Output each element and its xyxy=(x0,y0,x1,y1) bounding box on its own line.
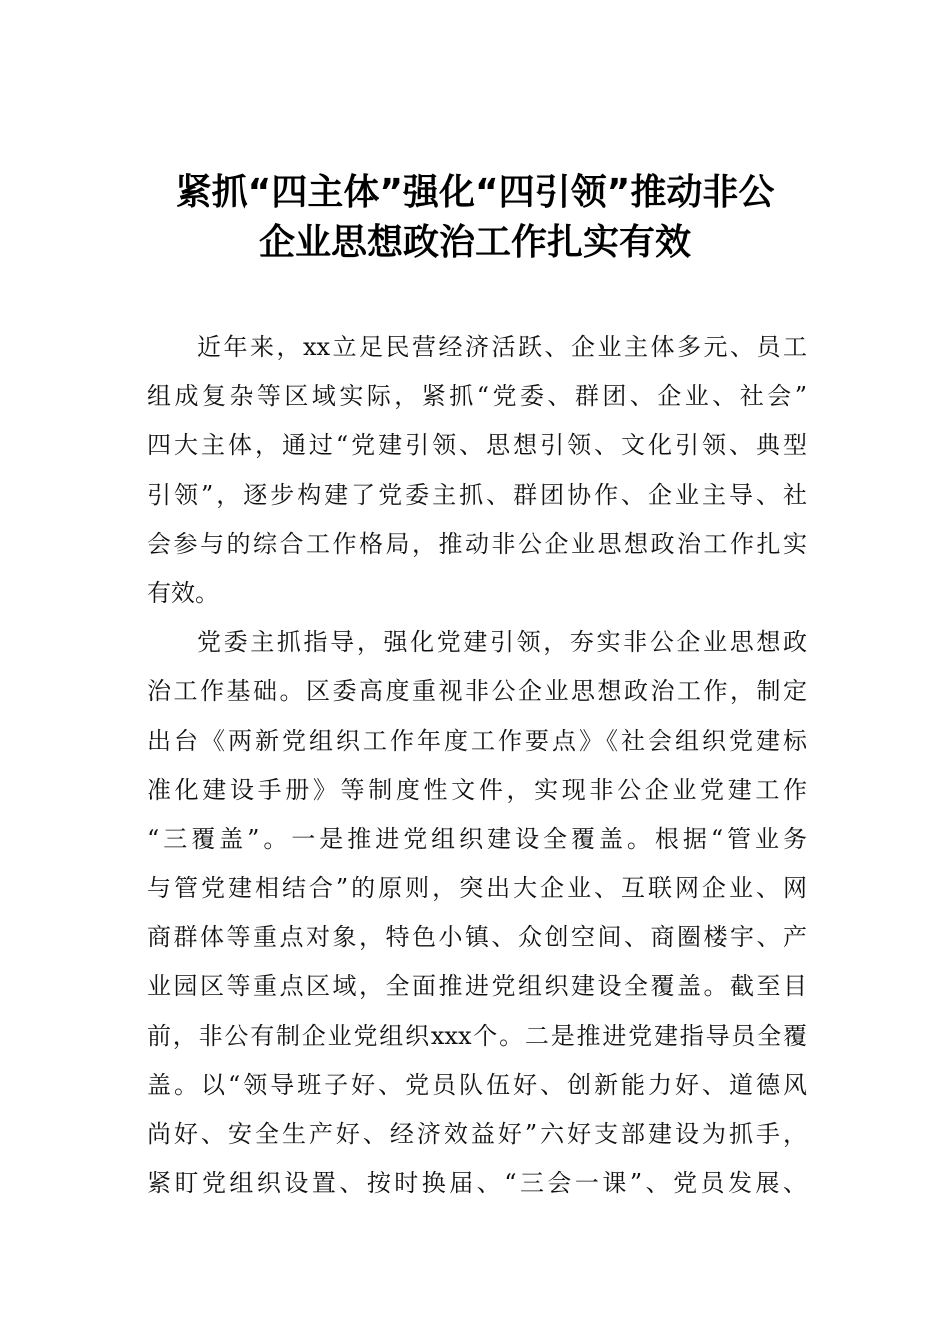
text-line: 紧盯党组织设置、按时换届、“三会一课”、党员发展、 xyxy=(147,1169,807,1198)
text-line: 组成复杂等区域实际，紧抓“党委、群团、企业、社会” xyxy=(147,382,807,411)
document-title-line-1: 紧抓“四主体”强化“四引领”推动非公 xyxy=(175,172,775,213)
text-line: 引领”，逐步构建了党委主抓、群团协作、企业主导、社 xyxy=(147,480,807,509)
text-line: 与管党建相结合”的原则，突出大企业、互联网企业、网 xyxy=(147,874,807,903)
document-body xyxy=(147,323,807,1208)
text-line: 出台《两新党组织工作年度工作要点》《社会组织党建标 xyxy=(147,726,807,755)
text-line: 尚好、安全生产好、经济效益好”六好支部建设为抓手， xyxy=(147,1120,807,1148)
text-line: 准化建设手册》等制度性文件，实现非公企业党建工作 xyxy=(147,775,807,804)
text-line: 前，非公有制企业党组织xxx个。二是推进党建指导员全覆 xyxy=(147,1021,807,1050)
text-line: 盖。以“领导班子好、党员队伍好、创新能力好、道德风 xyxy=(147,1070,807,1099)
text-line: 党委主抓指导，强化党建引领，夯实非公企业思想政 xyxy=(197,628,807,657)
paragraph-1 xyxy=(147,323,807,618)
text-line: 会参与的综合工作格局，推动非公企业思想政治工作扎实 xyxy=(147,529,807,558)
document-title-line-2: 企业思想政治工作扎实有效 xyxy=(258,222,691,263)
text-line: 四大主体，通过“党建引领、思想引领、文化引领、典型 xyxy=(147,431,807,460)
paragraph-2 xyxy=(147,618,807,1208)
text-line: 有效。 xyxy=(147,578,219,607)
text-line: 近年来，xx立足民营经济活跃、企业主体多元、员工 xyxy=(197,333,807,361)
text-line: 治工作基础。区委高度重视非公企业思想政治工作，制定 xyxy=(147,677,807,706)
text-line: “三覆盖”。一是推进党组织建设全覆盖。根据“管业务 xyxy=(147,824,807,853)
text-line: 业园区等重点区域，全面推进党组织建设全覆盖。截至目 xyxy=(147,972,807,1001)
text-line: 商群体等重点对象，特色小镇、众创空间、商圈楼宇、产 xyxy=(147,923,807,952)
